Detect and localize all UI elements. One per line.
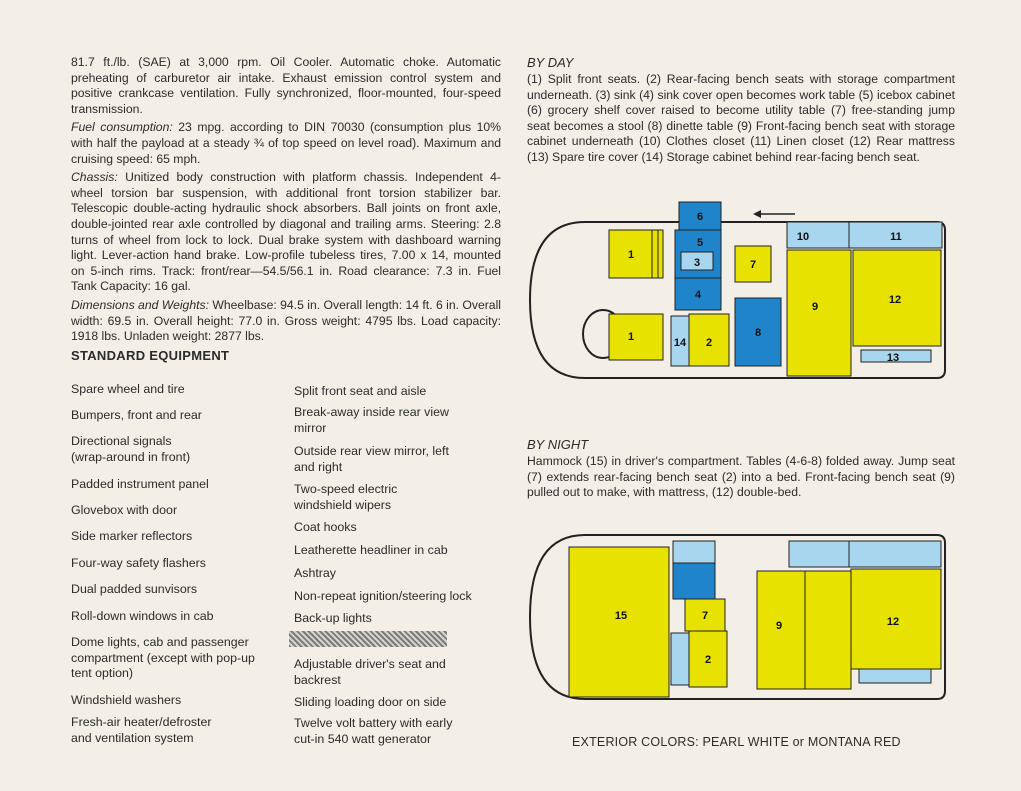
fuel-spec xyxy=(71,120,501,167)
engine-spec: 81.7 ft./lb. (SAE) at 3,000 rpm. Oil Cooler. Automatic choke. Automatic preheating of carburetor air intake. Exhaust emission control system and positive crankcase ventilation. Fully synchronized, floor-mounted, four-speed transmission. xyxy=(71,55,501,116)
equipment-item: Leatherette headliner in cab xyxy=(294,543,448,557)
chassis-text: Unitized body construction with platform chassis. Independent 4-wheel torsion bar suspension, with additional front torsion stabilizer bar. Telescopic double-acting hydraulic shock absorbers. Ball joints on front axle, double-jointed rear axle controlled by diagonal and trailing arms. Steering: 2.8 turns of wheel from lock to lock. Dual brake system with dashboard warning light. Lever-action hand brake. Low-profile tubeless tires, 7.00 x 14, mounted on 5-inch rims. Track: front/rear—54.5/56.1 in. Road clearance: 7.3 in. Fuel Tank Capacity: 16 gal. xyxy=(71,170,501,294)
dimensions-text: Wheelbase: 94.5 in. Overall length: 14 ft. 6 in. Overall width: 69.5 in. Overall height: 77.0 in. Gross weight: 4795 lbs. Load capacity: 1918 lbs. Unladen weight: 2877 lbs. xyxy=(71,297,502,344)
equipment-item: Padded instrument panel xyxy=(71,477,209,491)
equipment-item: Split front seat and aisle xyxy=(294,384,427,398)
label-14: 14 xyxy=(673,337,687,349)
storage-cabinet xyxy=(671,633,689,685)
closet-strip xyxy=(789,541,941,567)
label-5: 5 xyxy=(696,237,704,249)
label-11: 11 xyxy=(890,231,902,243)
by-night-section xyxy=(527,437,955,501)
equipment-item: Non-repeat ignition/steering lock xyxy=(294,589,472,603)
by-night-legend: Hammock (15) in driver's compartment. Tables (4-6-8) folded away. Jump seat (7) extends rear-facing bench seat (2) into a bed. Front-facing bench seat (9) pulled out to make, with mattress, (12) double-bed. xyxy=(527,454,955,500)
front-seat-left xyxy=(609,230,663,278)
label-4: 4 xyxy=(694,289,702,301)
label-3: 3 xyxy=(693,257,701,269)
obscured-text-patch xyxy=(289,631,447,647)
equipment-item: Dual padded sunvisors xyxy=(71,582,198,596)
closet-strip xyxy=(787,222,942,248)
label-15: 15 xyxy=(614,610,628,622)
bench-bed-rear xyxy=(805,571,851,689)
label-1-bottom: 1 xyxy=(627,331,635,343)
equipment-item: Sliding loading door on side xyxy=(294,695,447,709)
label-13: 13 xyxy=(886,352,900,364)
label-2: 2 xyxy=(705,337,713,349)
label-7: 7 xyxy=(749,259,757,271)
fuel-text: 23 mpg. according to DIN 70030 (consumption plus 10% with half the payload at a steady ¾ of top speed on level road). Maximum and cruising speed: 65 mph. xyxy=(71,120,501,166)
equipment-item: Spare wheel and tire xyxy=(71,382,185,396)
hammock xyxy=(569,547,669,697)
cabinet-top xyxy=(673,541,715,563)
equipment-item: Four-way safety flashers xyxy=(71,556,206,570)
label-2: 2 xyxy=(704,654,712,666)
label-10: 10 xyxy=(796,231,810,243)
fuel-label: Fuel consumption: xyxy=(71,120,173,135)
label-12: 12 xyxy=(888,294,902,306)
label-7: 7 xyxy=(701,610,709,622)
equipment-item: Glovebox with door xyxy=(71,503,178,517)
equipment-item: Twelve volt battery with early cut-in 540 watt generator xyxy=(294,716,453,746)
spare-tire-cover xyxy=(859,669,931,683)
equipment-item: Roll-down windows in cab xyxy=(71,609,214,623)
specifications xyxy=(71,55,501,369)
exterior-colors: EXTERIOR COLORS: PEARL WHITE or MONTANA RED xyxy=(572,735,901,749)
equipment-item: Side marker reflectors xyxy=(71,529,193,543)
day-floor-plan xyxy=(525,200,950,385)
label-6: 6 xyxy=(696,211,704,223)
equipment-item: Windshield washers xyxy=(71,693,182,707)
label-12: 12 xyxy=(886,616,900,628)
label-9: 9 xyxy=(811,301,819,313)
equipment-item: Directional signals (wrap-around in front) xyxy=(71,434,191,464)
night-floor-plan xyxy=(525,533,950,703)
by-day-heading: BY DAY xyxy=(527,55,574,70)
chassis-label: Chassis: xyxy=(71,170,118,185)
chassis-spec xyxy=(71,170,501,295)
equipment-item: Ashtray xyxy=(294,566,337,580)
dimensions-spec xyxy=(71,298,501,345)
label-9: 9 xyxy=(775,620,783,632)
front-seat-right xyxy=(609,314,663,360)
standard-equipment-title: STANDARD EQUIPMENT xyxy=(71,347,230,363)
equipment-item: Back-up lights xyxy=(294,611,372,625)
arrow-head-icon xyxy=(753,210,761,218)
by-night-heading: BY NIGHT xyxy=(527,437,589,452)
equipment-item: Dome lights, cab and passenger compartment (except with pop-up tent option) xyxy=(71,635,255,681)
label-1-top: 1 xyxy=(627,249,635,261)
equipment-item: Break-away inside rear view mirror xyxy=(294,405,449,435)
equipment-item: Two-speed electric windshield wipers xyxy=(294,482,398,512)
equipment-item: Outside rear view mirror, left and right xyxy=(294,444,449,474)
equipment-item: Fresh-air heater/defroster and ventilation system xyxy=(71,715,212,745)
equipment-item: Bumpers, front and rear xyxy=(71,408,202,422)
front-facing-bench xyxy=(787,250,851,376)
dimensions-label: Dimensions and Weights: xyxy=(71,297,209,312)
label-8: 8 xyxy=(754,327,762,339)
by-day-section xyxy=(527,55,955,166)
by-day-legend: (1) Split front seats. (2) Rear-facing bench seats with storage compartment underneath. (3) sink (4) sink cover open becomes work table (5) icebox cabinet (6) grocery shelf cover raised to become utility table (7) free-standing jump seat becomes a stool (8) dinette table (9) Front-facing bench seat with storage cabinet underneath (10) Clothes closet (11) Linen closet (12) Rear mattress (13) Spare tire cover (14) Storage cabinet behind rear-facing bench seat. xyxy=(527,72,955,164)
equipment-item: Coat hooks xyxy=(294,520,357,534)
equipment-item: Adjustable driver's seat and backrest xyxy=(294,657,446,687)
